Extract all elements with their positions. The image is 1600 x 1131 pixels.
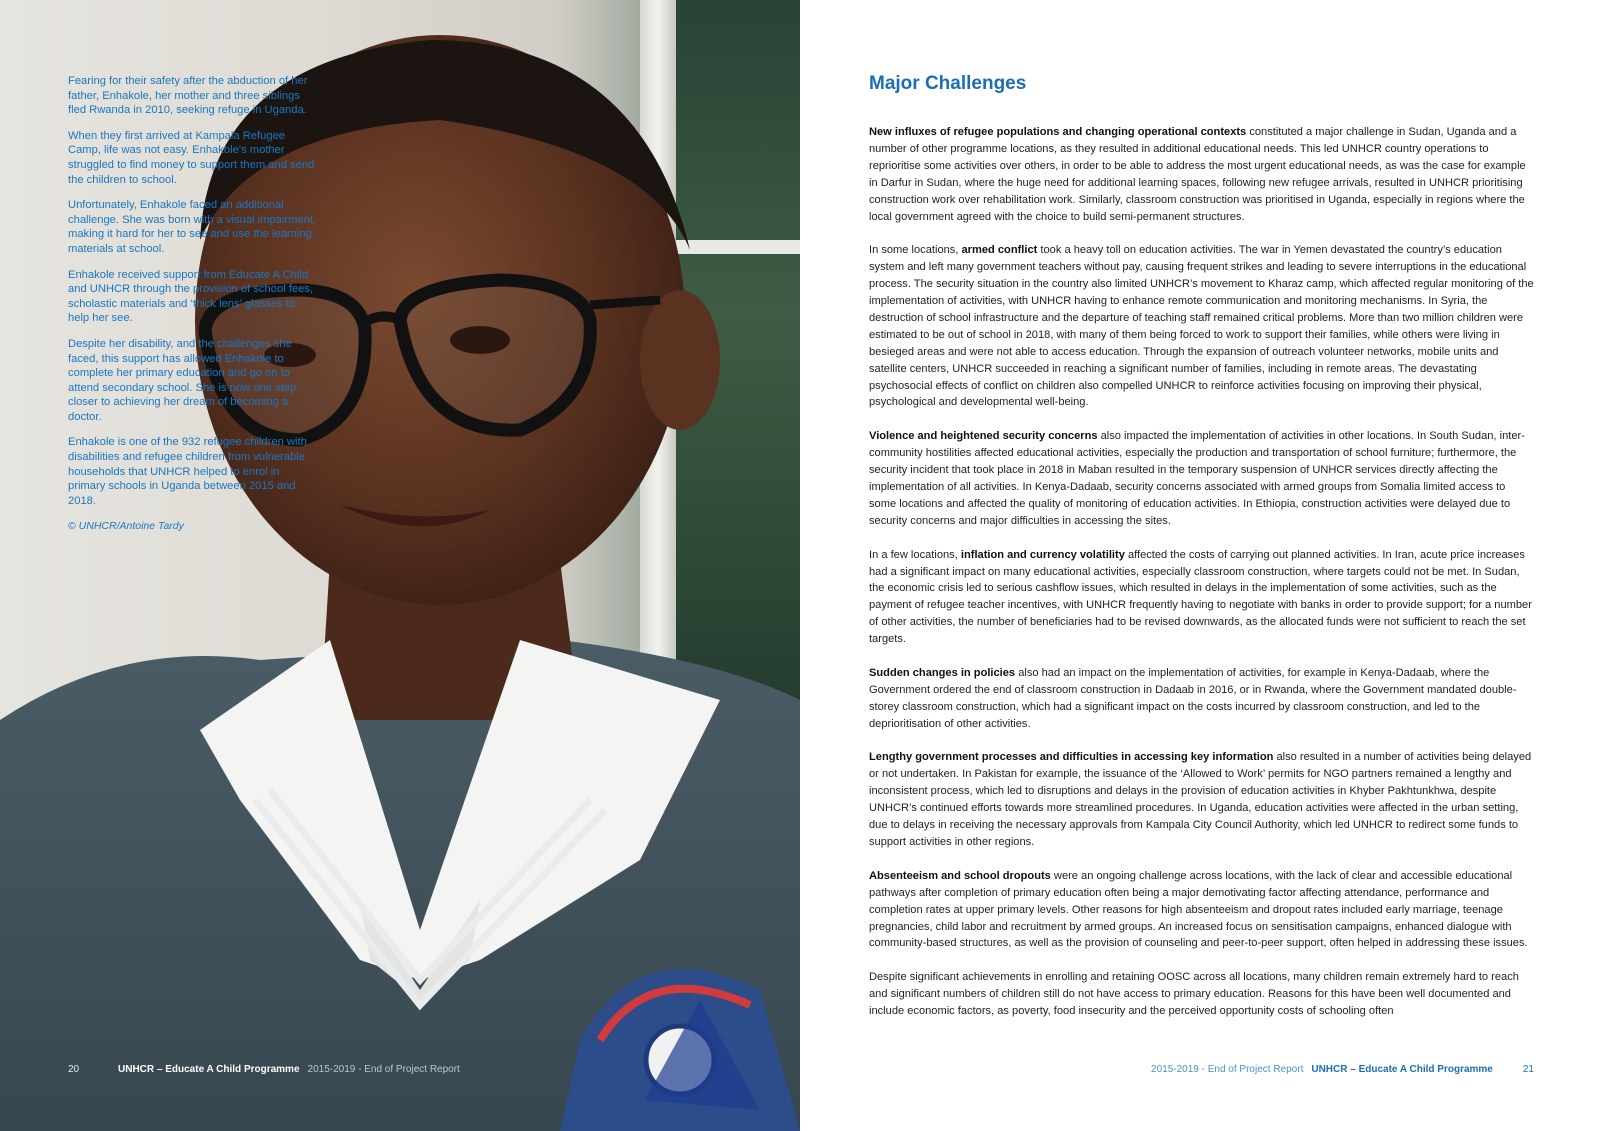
right-page-text <box>800 0 1600 1131</box>
paragraph: Violence and heightened security concerns also impacted the implementation of activities in other locations. In South Sudan, inter-community hostilities affected educational activities, especially the production and transportation of school furniture; furthermore, the security incident that took place in 2018 in Maban resulted in the temporary suspension of UNHCR services directly affecting the implementation of all activities. In Kenya-Dadaab, security concerns associated with armed groups from Somalia limited access to some locations and affected the quality of monitoring of education activities. In Ethiopia, construction activities were delayed due to security concerns and major difficulties in accessing the sites. <box>869 430 1525 527</box>
paragraph-lead: Sudden changes in policies <box>869 666 1016 679</box>
programme-name: UNHCR – Educate A Child Programme <box>1311 1064 1493 1075</box>
paragraph: Despite significant achievements in enrolling and retaining OOSC across all locations, many children remain extremely hard to reach and significant numbers of children still do not have access to primary education. Reasons for this have been well documented and include economic factors, as poverty, food insecurity and the perceived opportunity costs of schooling often <box>869 971 1519 1018</box>
paragraph: Sudden changes in policies also had an impact on the implementation of activities, for example in Kenya-Dadaab, where the Government ordered the end of classroom construction in Dadaab in 2016, or in Rwanda, where the Government mandated double-storey classroom construction, which had a significant impact on the costs incurred by classroom construction, and led to the deprioritisation of other activities. <box>869 666 1517 730</box>
report-name: 2015-2019 - End of Project Report <box>1151 1064 1304 1075</box>
caption-paragraph: When they first arrived at Kampala Refugee Camp, life was not easy. Enhakole’s mother struggled to find money to support them and send the children to school. <box>68 129 315 186</box>
paragraph-lead: New influxes of refugee populations and changing operational contexts <box>869 126 1247 138</box>
page-number-left: 20 <box>68 1064 80 1075</box>
paragraph: Absenteeism and school dropouts were an ongoing challenge across locations, with the lack of clear and accessible educational pathways after completion of primary education often being a major demotivating factor affecting attendance, performance and completion rates at upper primary levels. Other reasons for high absenteeism and dropout rates included early marriage, teenage pregnancies, child labor and recruitment by armed groups. An increased focus on sensitisation campaigns, enhanced dialogue with community-based structures, as well as the provision of counseling and peer-to-peer support, often helped in addressing these issues. <box>869 869 1528 950</box>
photo-caption <box>68 74 318 545</box>
paragraph-lead: Lengthy government processes and difficulties in accessing key information <box>869 751 1274 764</box>
page-number-right: 21 <box>1522 1064 1534 1075</box>
paragraph-lead: armed conflict <box>961 244 1038 257</box>
paragraph-lead: Violence and heightened security concerns <box>869 430 1098 443</box>
page-title: Major Challenges <box>869 73 1027 94</box>
footer-right <box>1151 1064 1534 1075</box>
caption-paragraph: Despite her disability, and the challenges she faced, this support has allowed Enhakole to complete her primary education and go on to attend secondary school. She is now one step closer to achieving her dream of becoming a doctor. <box>68 337 297 423</box>
report-name: 2015-2019 - End of Project Report <box>307 1064 460 1075</box>
paragraph: In a few locations, inflation and currency volatility affected the costs of carrying out planned activities. In Iran, acute price increases had a significant impact on many educational activities, especially classroom construction, where targets could not be met. In Sudan, the economic crisis led to serious cashflow issues, which resulted in delays in the implementation of some activities, such as the payment of refugee teacher incentives, with UNHCR frequently having to negotiate with banks in order to provide support; for a number of other activities, the number of beneficiaries had to be revised downwards, as the allocated funds were not sufficient to reach the set targets. <box>869 548 1532 646</box>
footer-left <box>68 1064 460 1075</box>
paragraph: In some locations, armed conflict took a heavy toll on education activities. The war in Yemen devastated the country’s education system and left many government teachers without pay, causing frequent strikes and leading to severe interruptions in the educational process. The security situation in the country also limited UNHCR’s movement to Kharaz camp, which affected regular monitoring of the implementation of activities, with UNHCR having to enhance remote communication and monitoring mechanisms. In Syria, the destruction of school infrastructure and the departure of teaching staff remained critical problems. More than two million children were estimated to be out of school in 2018, with many of them being forced to work to support their families, while others were living in besieged areas and were not able to access education. Through the expansion of outreach volunteer networks, mobile units and satellite centers, UNHCR succeeded in reaching a significant number of families, including in remote areas. The devastating psychosocial effects of conflict on children also compelled UNHCR to reinforce activities focusing on improving their physical, psychological and developmental well-being. <box>869 244 1534 409</box>
caption-paragraph: Fearing for their safety after the abduction of her father, Enhakole, her mother and three siblings fled Rwanda in 2010, seeking refuge in Uganda. <box>68 75 308 117</box>
caption-paragraph: Enhakole is one of the 932 refugee children with disabilities and refugee children from vulnerable households that UNHCR helped to enrol in primary schools in Uganda between 2015 and 2018. <box>68 436 307 507</box>
photo-credit: © UNHCR/Antoine Tardy <box>68 520 184 533</box>
paragraph-lead: inflation and currency volatility <box>960 548 1125 561</box>
paragraph: New influxes of refugee populations and changing operational contexts constituted a major challenge in Sudan, Uganda and a number of other programme locations, as they resulted in additional educational needs. This led UNHCR country operations to reprioritise some activities over others, in order to be able to address the most urgent educational needs, as was the case for example in Darfur in Sudan, where the huge need for additional learning spaces, following new refugee arrivals, resulted in UNHCR prioritising construction work over rehabilitation work. Similarly, classroom construction was prioritised in Uganda, especially in regions where the local government agreed with the choice to build semi-permanent structures. <box>869 126 1526 223</box>
caption-paragraph: Enhakole received support from Educate A Child and UNHCR through the provision of school fees, scholastic materials and ‘thick lens’ glasses to help her see. <box>68 268 314 325</box>
caption-paragraph: Unfortunately, Enhakole faced an additional challenge. She was born with a visual impairment, making it hard for her to see and use the learning materials at school. <box>68 199 317 255</box>
programme-name: UNHCR – Educate A Child Programme <box>118 1064 300 1075</box>
paragraph-lead: Absenteeism and school dropouts <box>869 869 1051 882</box>
paragraph: Lengthy government processes and difficulties in accessing key information also resulted in a number of activities being delayed or not undertaken. In Pakistan for example, the issuance of the ‘Allowed to Work’ permits for NGO partners remained a lengthy and inconsistent process, which led to disruptions and delays in the provision of education activities in Khyber Pakhtunkhwa, despite UNHCR’s continued efforts towards more streamlined procedures. In Uganda, education activities were affected in the urban setting, due to delays in receiving the necessary approvals from Kampala City Council Authority, which led UNHCR to redirect some funds to support activities in other regions. <box>869 751 1532 848</box>
ear <box>640 290 720 430</box>
article-body <box>869 124 1534 1037</box>
